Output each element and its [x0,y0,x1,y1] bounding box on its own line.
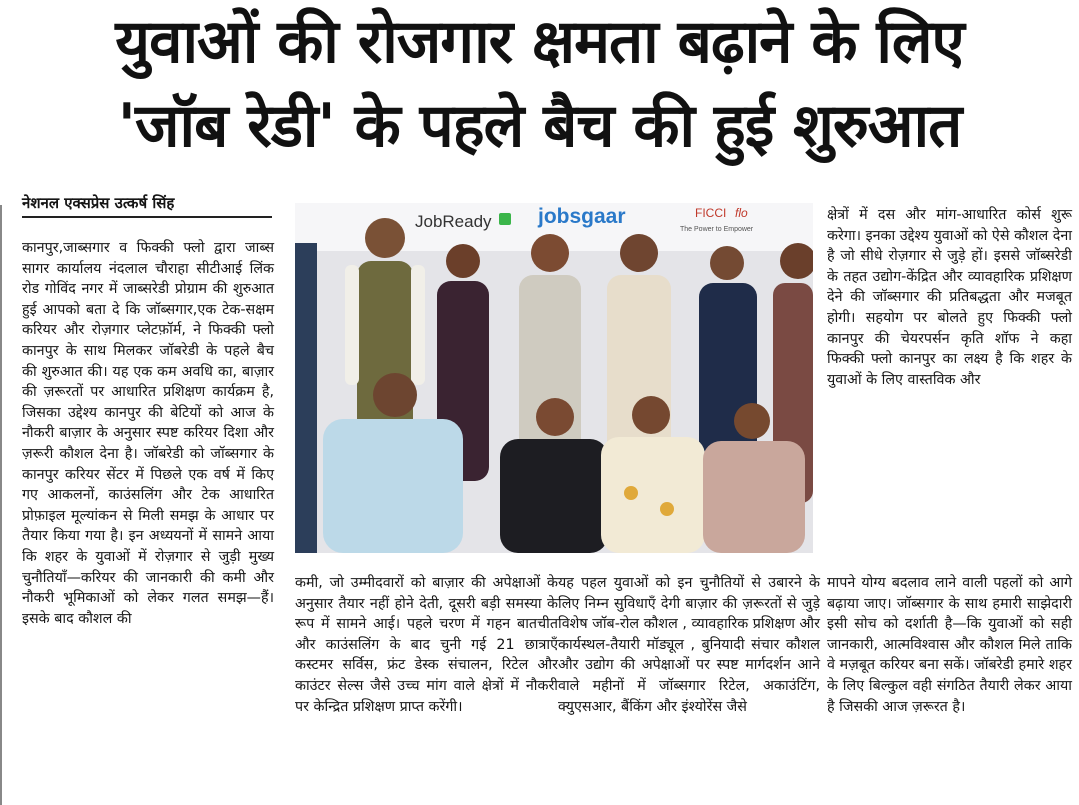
article-column-4-bottom [827,573,1072,717]
column-4-top-text: क्षेत्रों में दस और मांग-आधारित कोर्स शुरू करेगा। इनका उद्देश्य युवाओं को ऐसे कौशल देना है जो सीधे रोज़गार से जुड़े हों। इससे जॉब्सरेडी के तहत उद्योग-केंद्रित और व्यावहारिक प्रशिक्षण देने की जॉब्सगार की प्रतिबद्धता और मजबूत होगी। सहयोग पर बोलते हुए फिक्की फ्लो कानपुर की चेयरपर्सन कृति शॉफ ने कहा फिक्की फ्लो कानपुर का लक्ष्य है कि शहर के युवाओं के लिए वास्तविक और [827,207,1072,388]
article-column-3 [558,573,820,717]
column-3-text: यह पहल युवाओं को इन चुनौतियों से उबारने के लिए निम्न सुविधाएँ देगी बाज़ार की ज़रूरतों से जुड़े विशेष जॉब-रोल कौशल , व्यावहारिक प्रशिक्षण और कार्यस्थल-तैयारी मॉड्यूल , बुनियादी संचार कौशल और उद्योग की अपेक्षाओं पर स्पष्ट मार्गदर्शन आने वाले महीनों में जॉब्सगार रिटेल, अकाउंटिंग, क्युएसआर, बैंकिंग और इंश्योरेंस जैसे [558,575,820,715]
column-4-bottom-text: मापने योग्य बदलाव लाने वाली पहलों को आगे बढ़ाया जाए। जॉब्सगार के साथ हमारी साझेदारी इसी सोच को दर्शाती है—कि युवाओं को सही जानकारी, आत्मविश्वास और कौशल मिले ताकि वे मज़बूत करियर बना सकें। जॉबरेडी हमारे शहर के लिए बिल्कुल वही संगठित तैयारी लेकर आया है जिसकी आज ज़रूरत है। [827,575,1072,715]
article-column-4-top [827,205,1072,390]
headline-line-1: युवाओं की रोजगार क्षमता बढ़ाने के लिए [115,7,964,77]
headline-line-2: 'जॉब रेडी' के पहले बैच की हुई शुरुआत [117,91,962,161]
ficci-flo-logo: flo [735,206,748,220]
jobsgaar-logo: jobsgaar [538,205,626,228]
ficci-logo: FICCI [695,206,727,220]
column-2-text: कमी, जो उम्मीदवारों को बाज़ार की अपेक्षाओं के अनुसार तैयार नहीं होने देती, दूसरी बड़ी समस्या के रूप में सामने आई। पहले चरण में गहन बातचीत और काउंसलिंग के बाद चुनी गई 21 छात्राएँ कस्टमर सर्विस, फ्रंट डेस्क संचालन, रिटेल और काउंटर सेल्स जैसे उच्च मांग वाले क्षेत्रों में नौकरी पर केन्द्रित प्रशिक्षण प्राप्त करेंगी। [295,575,558,715]
article-column-2 [295,573,558,717]
left-column-rule [0,205,2,805]
jobready-logo: JobReady [415,212,492,231]
byline: नेशनल एक्सप्रेस उत्कर्ष सिंह [22,192,272,218]
news-photo [295,203,813,553]
article-column-1 [22,238,274,629]
ficci-tagline: The Power to Empower [680,226,754,233]
group-photo-illustration [295,203,813,553]
column-1-text: कानपुर,जाब्सगार व फिक्की फ्लो द्वारा जाब्स सागर कार्यालय नंदलाल चौराहा सीटीआई लिंक रोड गोविंद नगर में जाब्सरेडी प्रोग्राम की शुरुआत हुई आपको बता दे कि जॉब्सगार,एक टेक-सक्षम करियर और रोज़गार प्लेटफ़ॉर्म, ने फिक्की फ्लो कानपुर के साथ मिलकर जॉबरेडी के पहले बैच की शुरुआत की। यह एक कम अवधि का, बाज़ार की ज़रूरतों पर आधारित प्रशिक्षण कार्यक्रम है, जिसका उद्देश्य कानपुर की बेटियों को आज के नौकरी बाज़ार के अनुसार स्पष्ट करियर दिशा और ज़रूरी कौशल देना है। जॉबरेडी को जॉब्सगार के कानपुर करियर सेंटर में पिछले एक वर्ष में किए गए आकलनों, काउंसलिंग और टेक आधारित प्रोफ़ाइल मूल्यांकन से मिली समझ के आधार पर तैयार किया गया है। इन अध्ययनों में सामने आया कि शहर के युवाओं में रोज़गार से जुड़ी मुख्य चुनौतियाँ—करियर की जानकारी की कमी और नौकरी भूमिकाओं को लेकर गलत समझ—हैं। इसके बाद कौशल की [22,240,274,627]
